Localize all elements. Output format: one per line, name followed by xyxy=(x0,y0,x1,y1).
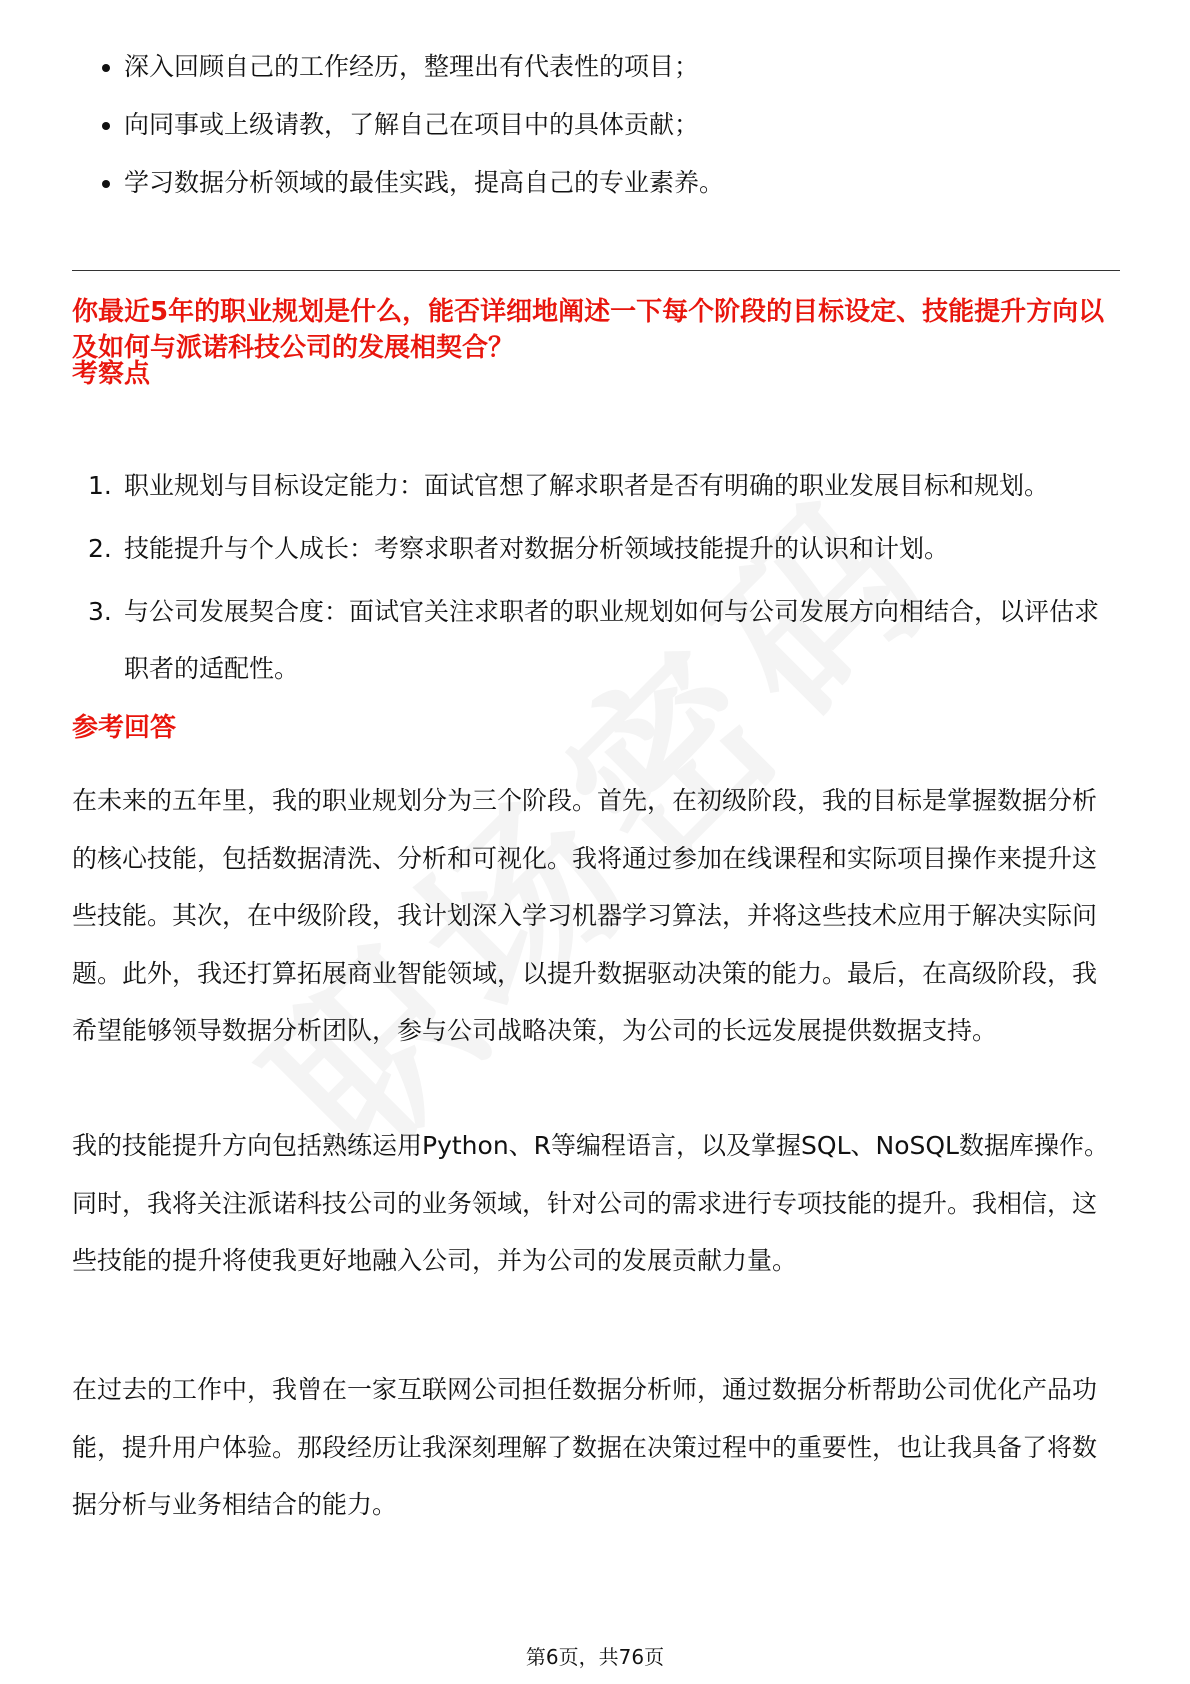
bullet-dot-icon xyxy=(102,122,110,130)
assessment-heading: 考察点 xyxy=(72,359,151,389)
section-divider xyxy=(72,270,1120,271)
assessment-item xyxy=(72,457,1120,514)
item-text: 职业规划与目标设定能力：面试官想了解求职者是否有明确的职业发展目标和规划。 xyxy=(124,471,1050,500)
item-number: 2. xyxy=(88,534,112,563)
answer-paragraph: 我的技能提升方向包括熟练运用Python、R等编程语言，以及掌握SQL、NoSQL数据库操作。同时，我将关注派诺科技公司的业务领域，针对公司的需求进行专项技能的提升。我相信，这些技能的提升将使我更好地融入公司，并为公司的发展贡献力量。 xyxy=(72,1131,1109,1275)
bullet-text: 向同事或上级请教，了解自己在项目中的具体贡献； xyxy=(124,110,700,139)
bullet-item xyxy=(72,110,724,168)
item-number: 3. xyxy=(88,597,112,626)
answer-heading: 参考回答 xyxy=(72,713,177,743)
page-number: 第6页，共76页 xyxy=(525,1645,665,1669)
bullet-dot-icon xyxy=(102,64,110,72)
bullet-dot-icon xyxy=(102,180,110,188)
tips-bullet-list xyxy=(72,52,724,226)
assessment-list xyxy=(72,457,1120,703)
interview-question: 你最近5年的职业规划是什么，能否详细地阐述一下每个阶段的目标设定、技能提升方向以及如何与派诺科技公司的发展相契合？ xyxy=(72,297,1105,363)
bullet-item xyxy=(72,52,724,110)
bullet-item xyxy=(72,168,724,226)
answer-paragraph: 在未来的五年里，我的职业规划分为三个阶段。首先，在初级阶段，我的目标是掌握数据分析的核心技能，包括数据清洗、分析和可视化。我将通过参加在线课程和实际项目操作来提升这些技能。其次，在中级阶段，我计划深入学习机器学习算法，并将这些技术应用于解决实际问题。此外，我还打算拓展商业智能领域，以提升数据驱动决策的能力。最后，在高级阶段，我希望能够领导数据分析团队，参与公司战略决策，为公司的长远发展提供数据支持。 xyxy=(72,786,1098,1045)
assessment-item xyxy=(72,520,1120,577)
answer-paragraph: 在过去的工作中，我曾在一家互联网公司担任数据分析师，通过数据分析帮助公司优化产品功能，提升用户体验。那段经历让我深刻理解了数据在决策过程中的重要性，也让我具备了将数据分析与业务相结合的能力。 xyxy=(72,1375,1098,1519)
item-text: 技能提升与个人成长：考察求职者对数据分析领域技能提升的认识和计划。 xyxy=(124,534,950,563)
item-text: 与公司发展契合度：面试官关注求职者的职业规划如何与公司发展方向相结合，以评估求职者的适配性。 xyxy=(124,597,1100,683)
bullet-text: 深入回顾自己的工作经历，整理出有代表性的项目； xyxy=(124,52,700,81)
assessment-item xyxy=(72,583,1120,697)
bullet-text: 学习数据分析领域的最佳实践，提高自己的专业素养。 xyxy=(124,168,725,197)
item-number: 1. xyxy=(88,471,112,500)
